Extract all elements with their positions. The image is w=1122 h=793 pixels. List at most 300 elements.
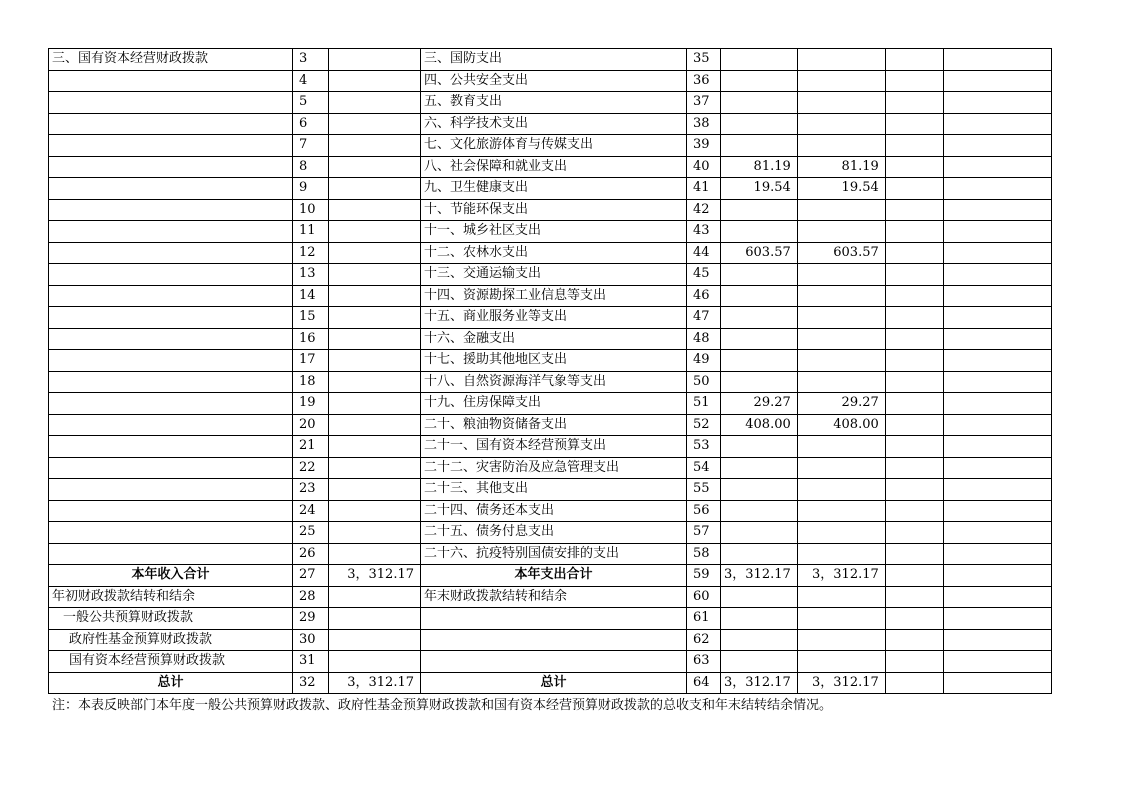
- income-amount-cell: [329, 436, 421, 458]
- gov-fund-cell: [885, 543, 943, 565]
- income-line-number-cell: 13: [293, 264, 329, 286]
- general-budget-cell: [797, 608, 885, 630]
- gov-fund-cell: [885, 199, 943, 221]
- general-budget-cell: [797, 264, 885, 286]
- expenditure-total-cell: 29.27: [721, 393, 798, 415]
- income-amount-cell: [329, 608, 421, 630]
- income-line-number-cell: 3: [293, 49, 329, 71]
- income-item-cell: 国有资本经营预算财政拨款: [49, 651, 293, 673]
- income-item-cell: [49, 70, 293, 92]
- income-amount-cell: [329, 264, 421, 286]
- income-line-number-cell: 8: [293, 156, 329, 178]
- income-item-cell: [49, 307, 293, 329]
- table-row: [49, 414, 1052, 436]
- general-budget-cell: [797, 371, 885, 393]
- general-budget-cell: [797, 328, 885, 350]
- income-item-cell: 年初财政拨款结转和结余: [49, 586, 293, 608]
- income-amount-cell: [329, 457, 421, 479]
- gov-fund-cell: [885, 156, 943, 178]
- table-row: [49, 371, 1052, 393]
- income-item-cell: [49, 500, 293, 522]
- table-note: 注：本表反映部门本年度一般公共预算财政拨款、政府性基金预算财政拨款和国有资本经营预算财政拨款的总收支和年末结转结余情况。: [52, 698, 833, 713]
- expenditure-item-cell: 十三、交通运输支出: [421, 264, 687, 286]
- state-capital-cell: [943, 393, 1051, 415]
- expenditure-line-number-cell: 60: [687, 586, 721, 608]
- state-capital-cell: [943, 92, 1051, 114]
- general-budget-cell: 3，312.17: [797, 565, 885, 587]
- expenditure-line-number-cell: 54: [687, 457, 721, 479]
- income-item-cell: [49, 543, 293, 565]
- expenditure-total-cell: 3，312.17: [721, 672, 798, 694]
- expenditure-line-number-cell: 35: [687, 49, 721, 71]
- expenditure-item-cell: [421, 651, 687, 673]
- expenditure-item-cell: 二十四、债务还本支出: [421, 500, 687, 522]
- state-capital-cell: [943, 135, 1051, 157]
- income-amount-cell: [329, 199, 421, 221]
- income-amount-cell: [329, 414, 421, 436]
- table-row: [49, 350, 1052, 372]
- expenditure-total-cell: [721, 113, 798, 135]
- expenditure-total-cell: [721, 199, 798, 221]
- expenditure-line-number-cell: 42: [687, 199, 721, 221]
- expenditure-line-number-cell: 39: [687, 135, 721, 157]
- state-capital-cell: [943, 49, 1051, 71]
- expenditure-item-cell: 十八、自然资源海洋气象等支出: [421, 371, 687, 393]
- expenditure-total-cell: [721, 436, 798, 458]
- expenditure-item-cell: 十六、金融支出: [421, 328, 687, 350]
- expenditure-item-cell: 十二、农林水支出: [421, 242, 687, 264]
- general-budget-cell: [797, 651, 885, 673]
- income-line-number-cell: 9: [293, 178, 329, 200]
- general-budget-cell: 408.00: [797, 414, 885, 436]
- table-row: [49, 651, 1052, 673]
- income-amount-cell: 3，312.17: [329, 565, 421, 587]
- general-budget-cell: 603.57: [797, 242, 885, 264]
- expenditure-line-number-cell: 64: [687, 672, 721, 694]
- expenditure-line-number-cell: 57: [687, 522, 721, 544]
- table-row: [49, 543, 1052, 565]
- income-item-cell: [49, 522, 293, 544]
- income-line-number-cell: 7: [293, 135, 329, 157]
- income-amount-cell: [329, 178, 421, 200]
- income-line-number-cell: 29: [293, 608, 329, 630]
- expenditure-line-number-cell: 37: [687, 92, 721, 114]
- table-row: [49, 178, 1052, 200]
- income-item-cell: 三、国有资本经营财政拨款: [49, 49, 293, 71]
- expenditure-total-cell: [721, 49, 798, 71]
- income-item-cell: [49, 350, 293, 372]
- expenditure-item-cell: 十九、住房保障支出: [421, 393, 687, 415]
- gov-fund-cell: [885, 414, 943, 436]
- income-line-number-cell: 15: [293, 307, 329, 329]
- general-budget-cell: [797, 543, 885, 565]
- income-line-number-cell: 30: [293, 629, 329, 651]
- income-line-number-cell: 27: [293, 565, 329, 587]
- table-body: [49, 49, 1052, 694]
- expenditure-total-cell: [721, 371, 798, 393]
- state-capital-cell: [943, 199, 1051, 221]
- gov-fund-cell: [885, 264, 943, 286]
- income-line-number-cell: 24: [293, 500, 329, 522]
- gov-fund-cell: [885, 457, 943, 479]
- expenditure-total-cell: 3，312.17: [721, 565, 798, 587]
- gov-fund-cell: [885, 178, 943, 200]
- gov-fund-cell: [885, 672, 943, 694]
- income-line-number-cell: 31: [293, 651, 329, 673]
- income-item-cell: 政府性基金预算财政拨款: [49, 629, 293, 651]
- expenditure-line-number-cell: 53: [687, 436, 721, 458]
- expenditure-line-number-cell: 40: [687, 156, 721, 178]
- expenditure-line-number-cell: 59: [687, 565, 721, 587]
- expenditure-item-cell: [421, 629, 687, 651]
- income-line-number-cell: 28: [293, 586, 329, 608]
- expenditure-line-number-cell: 56: [687, 500, 721, 522]
- expenditure-total-cell: 408.00: [721, 414, 798, 436]
- income-amount-cell: [329, 156, 421, 178]
- income-item-cell: [49, 264, 293, 286]
- gov-fund-cell: [885, 586, 943, 608]
- income-item-cell: [49, 113, 293, 135]
- general-budget-cell: [797, 49, 885, 71]
- income-amount-cell: [329, 651, 421, 673]
- table-row: [49, 113, 1052, 135]
- expenditure-total-cell: [721, 522, 798, 544]
- expenditure-total-cell: 81.19: [721, 156, 798, 178]
- table-row: [49, 500, 1052, 522]
- state-capital-cell: [943, 565, 1051, 587]
- table-row: [49, 522, 1052, 544]
- expenditure-item-cell: 九、卫生健康支出: [421, 178, 687, 200]
- expenditure-item-cell: 十五、商业服务业等支出: [421, 307, 687, 329]
- state-capital-cell: [943, 221, 1051, 243]
- income-amount-cell: [329, 328, 421, 350]
- general-budget-cell: 81.19: [797, 156, 885, 178]
- income-amount-cell: [329, 522, 421, 544]
- state-capital-cell: [943, 307, 1051, 329]
- general-budget-cell: 3，312.17: [797, 672, 885, 694]
- state-capital-cell: [943, 629, 1051, 651]
- expenditure-item-cell: 三、国防支出: [421, 49, 687, 71]
- gov-fund-cell: [885, 242, 943, 264]
- state-capital-cell: [943, 586, 1051, 608]
- state-capital-cell: [943, 350, 1051, 372]
- expenditure-total-cell: [721, 629, 798, 651]
- expenditure-line-number-cell: 41: [687, 178, 721, 200]
- table-row: [49, 264, 1052, 286]
- gov-fund-cell: [885, 393, 943, 415]
- state-capital-cell: [943, 264, 1051, 286]
- table-row: [49, 156, 1052, 178]
- general-budget-cell: [797, 436, 885, 458]
- income-item-cell: [49, 178, 293, 200]
- general-budget-cell: 19.54: [797, 178, 885, 200]
- income-item-cell: [49, 242, 293, 264]
- income-line-number-cell: 18: [293, 371, 329, 393]
- table-row: [49, 285, 1052, 307]
- general-budget-cell: [797, 522, 885, 544]
- general-budget-cell: [797, 199, 885, 221]
- general-budget-cell: 29.27: [797, 393, 885, 415]
- expenditure-total-cell: [721, 307, 798, 329]
- gov-fund-cell: [885, 328, 943, 350]
- state-capital-cell: [943, 156, 1051, 178]
- general-budget-cell: [797, 113, 885, 135]
- expenditure-line-number-cell: 46: [687, 285, 721, 307]
- income-line-number-cell: 12: [293, 242, 329, 264]
- income-line-number-cell: 5: [293, 92, 329, 114]
- expenditure-line-number-cell: 44: [687, 242, 721, 264]
- table-row: [49, 672, 1052, 694]
- expenditure-total-cell: [721, 285, 798, 307]
- expenditure-line-number-cell: 50: [687, 371, 721, 393]
- income-line-number-cell: 22: [293, 457, 329, 479]
- expenditure-line-number-cell: 45: [687, 264, 721, 286]
- expenditure-line-number-cell: 38: [687, 113, 721, 135]
- table-row: [49, 92, 1052, 114]
- expenditure-total-cell: [721, 479, 798, 501]
- income-item-cell: [49, 457, 293, 479]
- expenditure-item-cell: 二十六、抗疫特别国债安排的支出: [421, 543, 687, 565]
- income-item-cell: [49, 371, 293, 393]
- income-item-cell: [49, 393, 293, 415]
- gov-fund-cell: [885, 350, 943, 372]
- table-row: [49, 457, 1052, 479]
- state-capital-cell: [943, 436, 1051, 458]
- table-row: [49, 199, 1052, 221]
- table-row: [49, 135, 1052, 157]
- income-line-number-cell: 16: [293, 328, 329, 350]
- expenditure-item-cell: 总计: [421, 672, 687, 694]
- expenditure-total-cell: [721, 135, 798, 157]
- expenditure-total-cell: [721, 543, 798, 565]
- income-amount-cell: [329, 285, 421, 307]
- expenditure-line-number-cell: 51: [687, 393, 721, 415]
- expenditure-item-cell: 二十二、灾害防治及应急管理支出: [421, 457, 687, 479]
- income-item-cell: 一般公共预算财政拨款: [49, 608, 293, 630]
- expenditure-item-cell: 十、节能环保支出: [421, 199, 687, 221]
- gov-fund-cell: [885, 371, 943, 393]
- gov-fund-cell: [885, 565, 943, 587]
- income-item-cell: [49, 479, 293, 501]
- expenditure-line-number-cell: 58: [687, 543, 721, 565]
- expenditure-line-number-cell: 49: [687, 350, 721, 372]
- income-line-number-cell: 23: [293, 479, 329, 501]
- state-capital-cell: [943, 500, 1051, 522]
- expenditure-item-cell: 二十一、国有资本经营预算支出: [421, 436, 687, 458]
- table-row: [49, 565, 1052, 587]
- expenditure-total-cell: [721, 651, 798, 673]
- expenditure-item-cell: 二十、粮油物资储备支出: [421, 414, 687, 436]
- gov-fund-cell: [885, 135, 943, 157]
- income-amount-cell: 3，312.17: [329, 672, 421, 694]
- general-budget-cell: [797, 221, 885, 243]
- expenditure-total-cell: [721, 500, 798, 522]
- state-capital-cell: [943, 178, 1051, 200]
- income-item-cell: 本年收入合计: [49, 565, 293, 587]
- income-item-cell: [49, 92, 293, 114]
- table-row: [49, 436, 1052, 458]
- income-item-cell: [49, 285, 293, 307]
- income-amount-cell: [329, 221, 421, 243]
- general-budget-cell: [797, 285, 885, 307]
- general-budget-cell: [797, 629, 885, 651]
- gov-fund-cell: [885, 651, 943, 673]
- expenditure-item-cell: 二十五、债务付息支出: [421, 522, 687, 544]
- expenditure-total-cell: 603.57: [721, 242, 798, 264]
- income-item-cell: [49, 135, 293, 157]
- gov-fund-cell: [885, 608, 943, 630]
- gov-fund-cell: [885, 500, 943, 522]
- income-line-number-cell: 11: [293, 221, 329, 243]
- state-capital-cell: [943, 479, 1051, 501]
- income-item-cell: [49, 199, 293, 221]
- expenditure-item-cell: 七、文化旅游体育与传媒支出: [421, 135, 687, 157]
- expenditure-total-cell: 19.54: [721, 178, 798, 200]
- expenditure-item-cell: 十一、城乡社区支出: [421, 221, 687, 243]
- state-capital-cell: [943, 608, 1051, 630]
- expenditure-item-cell: 年末财政拨款结转和结余: [421, 586, 687, 608]
- general-budget-cell: [797, 500, 885, 522]
- gov-fund-cell: [885, 629, 943, 651]
- gov-fund-cell: [885, 221, 943, 243]
- state-capital-cell: [943, 328, 1051, 350]
- income-amount-cell: [329, 479, 421, 501]
- general-budget-cell: [797, 350, 885, 372]
- gov-fund-cell: [885, 436, 943, 458]
- expenditure-total-cell: [721, 608, 798, 630]
- general-budget-cell: [797, 307, 885, 329]
- expenditure-total-cell: [721, 92, 798, 114]
- state-capital-cell: [943, 70, 1051, 92]
- expenditure-item-cell: 十四、资源勘探工业信息等支出: [421, 285, 687, 307]
- state-capital-cell: [943, 371, 1051, 393]
- expenditure-line-number-cell: 48: [687, 328, 721, 350]
- income-line-number-cell: 21: [293, 436, 329, 458]
- table-row: [49, 49, 1052, 71]
- table-row: [49, 608, 1052, 630]
- expenditure-line-number-cell: 47: [687, 307, 721, 329]
- expenditure-item-cell: 六、科学技术支出: [421, 113, 687, 135]
- expenditure-line-number-cell: 36: [687, 70, 721, 92]
- expenditure-item-cell: 八、社会保障和就业支出: [421, 156, 687, 178]
- income-amount-cell: [329, 500, 421, 522]
- income-amount-cell: [329, 242, 421, 264]
- table-row: [49, 328, 1052, 350]
- expenditure-item-cell: 本年支出合计: [421, 565, 687, 587]
- general-budget-cell: [797, 586, 885, 608]
- gov-fund-cell: [885, 49, 943, 71]
- table-row: [49, 629, 1052, 651]
- expenditure-item-cell: 二十三、其他支出: [421, 479, 687, 501]
- appropriation-table-sheet: [48, 48, 1052, 694]
- income-item-cell: [49, 156, 293, 178]
- income-item-cell: 总计: [49, 672, 293, 694]
- income-line-number-cell: 19: [293, 393, 329, 415]
- expenditure-line-number-cell: 62: [687, 629, 721, 651]
- income-amount-cell: [329, 307, 421, 329]
- state-capital-cell: [943, 457, 1051, 479]
- expenditure-total-cell: [721, 221, 798, 243]
- income-line-number-cell: 32: [293, 672, 329, 694]
- table-row: [49, 586, 1052, 608]
- general-budget-cell: [797, 479, 885, 501]
- expenditure-item-cell: 十七、援助其他地区支出: [421, 350, 687, 372]
- gov-fund-cell: [885, 479, 943, 501]
- state-capital-cell: [943, 672, 1051, 694]
- expenditure-item-cell: 四、公共安全支出: [421, 70, 687, 92]
- state-capital-cell: [943, 113, 1051, 135]
- income-amount-cell: [329, 543, 421, 565]
- expenditure-total-cell: [721, 457, 798, 479]
- expenditure-line-number-cell: 55: [687, 479, 721, 501]
- income-line-number-cell: 6: [293, 113, 329, 135]
- state-capital-cell: [943, 242, 1051, 264]
- income-item-cell: [49, 414, 293, 436]
- state-capital-cell: [943, 414, 1051, 436]
- expenditure-total-cell: [721, 350, 798, 372]
- gov-fund-cell: [885, 92, 943, 114]
- expenditure-total-cell: [721, 586, 798, 608]
- income-line-number-cell: 4: [293, 70, 329, 92]
- income-amount-cell: [329, 92, 421, 114]
- gov-fund-cell: [885, 113, 943, 135]
- income-line-number-cell: 26: [293, 543, 329, 565]
- income-amount-cell: [329, 70, 421, 92]
- income-amount-cell: [329, 350, 421, 372]
- income-amount-cell: [329, 393, 421, 415]
- state-capital-cell: [943, 522, 1051, 544]
- expenditure-item-cell: 五、教育支出: [421, 92, 687, 114]
- state-capital-cell: [943, 543, 1051, 565]
- income-item-cell: [49, 328, 293, 350]
- gov-fund-cell: [885, 70, 943, 92]
- table-row: [49, 221, 1052, 243]
- expenditure-line-number-cell: 52: [687, 414, 721, 436]
- income-amount-cell: [329, 371, 421, 393]
- table-row: [49, 70, 1052, 92]
- general-budget-cell: [797, 70, 885, 92]
- gov-fund-cell: [885, 522, 943, 544]
- general-budget-cell: [797, 92, 885, 114]
- table-row: [49, 479, 1052, 501]
- table-row: [49, 242, 1052, 264]
- income-item-cell: [49, 436, 293, 458]
- income-line-number-cell: 20: [293, 414, 329, 436]
- expenditure-line-number-cell: 43: [687, 221, 721, 243]
- income-line-number-cell: 10: [293, 199, 329, 221]
- general-budget-cell: [797, 457, 885, 479]
- income-item-cell: [49, 221, 293, 243]
- general-budget-cell: [797, 135, 885, 157]
- income-amount-cell: [329, 586, 421, 608]
- income-line-number-cell: 17: [293, 350, 329, 372]
- gov-fund-cell: [885, 307, 943, 329]
- income-line-number-cell: 25: [293, 522, 329, 544]
- income-amount-cell: [329, 113, 421, 135]
- expenditure-total-cell: [721, 328, 798, 350]
- expenditure-line-number-cell: 61: [687, 608, 721, 630]
- expenditure-total-cell: [721, 264, 798, 286]
- expenditure-total-cell: [721, 70, 798, 92]
- expenditure-line-number-cell: 63: [687, 651, 721, 673]
- table-row: [49, 393, 1052, 415]
- income-amount-cell: [329, 629, 421, 651]
- income-line-number-cell: 14: [293, 285, 329, 307]
- expenditure-item-cell: [421, 608, 687, 630]
- income-amount-cell: [329, 135, 421, 157]
- table-row: [49, 307, 1052, 329]
- state-capital-cell: [943, 285, 1051, 307]
